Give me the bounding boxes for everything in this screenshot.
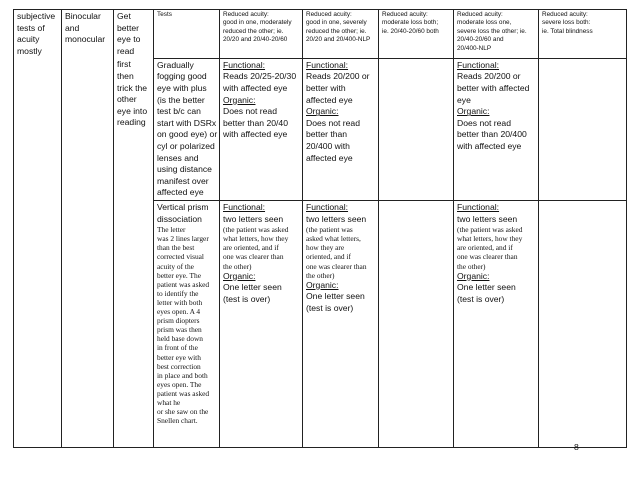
text-line: Reduced acuity: (542, 11, 588, 18)
header-col-d (454, 10, 539, 59)
prism-col-c (379, 201, 454, 448)
functional-label: Functional: (457, 202, 500, 212)
text-line: Binocular (65, 11, 101, 21)
text-line: start with DSRx (157, 117, 217, 128)
fogging-test-cell (154, 58, 220, 200)
document-table (13, 9, 627, 448)
text-line: (the patient was asked (223, 225, 289, 235)
text-line: The letter (157, 225, 186, 235)
text-line: one was clearer than (457, 252, 518, 262)
fogging-col-e (539, 58, 627, 200)
text-line: monocular (65, 34, 106, 45)
text-line: letter with both (157, 297, 203, 307)
text-line: cyl or polarized (157, 141, 215, 152)
text-line: trick the (117, 82, 148, 93)
text-line: reduced the other; ie. (306, 27, 367, 35)
text-line: Reduced acuity: (223, 11, 269, 18)
text-line: asked what letters, (306, 234, 361, 244)
functional-label: Functional: (223, 59, 266, 70)
text-line: Gradually (157, 59, 194, 70)
organic-label: Organic: (306, 106, 339, 117)
strategy-cell-top (114, 10, 154, 59)
prism-col-b (303, 201, 379, 448)
text-line: mostly (17, 45, 42, 56)
text-line: Reads 20/200 or (306, 71, 370, 82)
text-line: fogging good (157, 71, 207, 82)
functional-label: Functional: (223, 202, 266, 212)
text-line: patient was asked (157, 279, 210, 289)
text-line: Snellen chart. (157, 416, 198, 426)
text-line: reading (117, 117, 146, 128)
text-line: eye (457, 94, 471, 105)
text-line: 20/20 and 20/400-NLP (306, 36, 371, 44)
text-line: lenses and (157, 152, 199, 163)
text-line: severe loss both: (542, 19, 591, 27)
text-line: corrected visual (157, 252, 204, 262)
text-line: one was clearer than (306, 261, 367, 271)
text-line: the other) (223, 261, 252, 271)
fogging-col-c (379, 58, 454, 200)
text-line: good in one, moderately (223, 19, 292, 27)
text-line: Get (117, 11, 131, 21)
header-col-e (539, 10, 627, 59)
prism-col-a (220, 201, 303, 448)
header-col-c (379, 10, 454, 59)
organic-label: Organic: (223, 94, 256, 105)
text-line: eye into (117, 105, 148, 116)
text-line: Does not read (306, 117, 360, 128)
functional-label: Functional: (306, 59, 349, 70)
text-line: or she saw on the (157, 407, 209, 417)
text-line: than the best (157, 243, 195, 253)
text-line: better than 20/400 (457, 129, 527, 140)
text-line: what he (157, 397, 181, 407)
text-line: acuity of the (157, 261, 194, 271)
text-line: good in one, severely (306, 19, 367, 27)
text-line: (the patient was (306, 225, 353, 235)
fogging-col-a (220, 58, 303, 200)
text-line: to identify the (157, 288, 199, 298)
prism-col-e (539, 201, 627, 448)
text-line: subjective (17, 11, 56, 21)
text-line: other (117, 94, 137, 105)
text-line: and (65, 22, 80, 33)
text-line: was 2 lines larger (157, 234, 209, 244)
text-line: two letters seen (223, 213, 284, 224)
text-line: in front of the (157, 343, 198, 353)
text-line: Reduced acuity: (306, 11, 352, 18)
text-line: 20/400-NLP (457, 44, 492, 52)
text-line: read (117, 45, 135, 56)
text-line: ie. Total blindness (542, 27, 593, 35)
text-line: patient was asked (157, 388, 210, 398)
text-line: better eye with (157, 352, 201, 362)
text-line: Does not read (457, 117, 511, 128)
text-line: better with affected (457, 83, 530, 94)
text-line: the other) (306, 270, 335, 280)
text-line: better than 20/40 (223, 117, 288, 128)
text-line: what letters, how they (223, 234, 289, 244)
text-line: 20/40-20/60 and (457, 36, 504, 44)
text-line: Does not read (223, 106, 277, 117)
text-line: eye with plus (157, 83, 207, 94)
text-line: One letter seen (223, 282, 282, 293)
text-line: on good eye) or (157, 129, 218, 140)
text-line: better (117, 22, 139, 33)
text-line: severe loss the other; ie. (457, 27, 527, 35)
text-line: tests of (17, 22, 45, 33)
text-line: with affected eye (457, 141, 522, 152)
text-line: Reads 20/200 or (457, 71, 521, 82)
text-line: what letters, how they (457, 234, 523, 244)
header-row (14, 10, 627, 59)
text-line: (test is over) (306, 302, 354, 313)
text-line: then (117, 70, 134, 81)
text-line: affected eye (157, 187, 204, 198)
text-line: 20/20 and 20/40-20/60 (223, 36, 288, 44)
text-line: using distance (157, 164, 212, 175)
functional-label: Functional: (457, 59, 500, 70)
text-line: dissociation (157, 213, 202, 224)
text-line: ie. 20/40-20/60 both (382, 27, 439, 35)
text-line: prism diopters (157, 316, 200, 326)
text-line: better eye. The (157, 270, 201, 280)
text-line: two letters seen (457, 213, 518, 224)
category-cell (14, 10, 62, 448)
text-line: in place and both (157, 370, 208, 380)
text-line: are oriented, and if (457, 243, 513, 253)
text-line: Reduced acuity: (382, 11, 428, 18)
text-line: acuity (17, 34, 40, 45)
text-line: held base down (157, 334, 203, 344)
text-line: with affected eye (223, 83, 288, 94)
organic-label: Organic: (457, 270, 490, 281)
text-line: best correction (157, 361, 201, 371)
text-line: eyes open. A 4 (157, 307, 201, 317)
text-line: moderate loss both; (382, 19, 439, 27)
organic-label: Organic: (223, 270, 256, 281)
header-tests: Tests (154, 10, 220, 59)
text-line: how they are (306, 243, 345, 253)
text-line: Reads 20/25-20/30 (223, 71, 297, 82)
header-col-b (303, 10, 379, 59)
text-line: One letter seen (457, 282, 516, 293)
text-line: (the patient was asked (457, 225, 523, 235)
text-line: one was clearer than (223, 252, 284, 262)
text-line: test b/c can (157, 106, 201, 117)
text-line: oriented, and if (306, 252, 351, 262)
text-line: manifest over (157, 175, 209, 186)
text-line: (test is over) (223, 293, 271, 304)
text-line: affected eye (306, 94, 353, 105)
header-col-a (220, 10, 303, 59)
prism-test-cell (154, 201, 220, 448)
text-line: two letters seen (306, 213, 367, 224)
text-line: moderate loss one, (457, 19, 512, 27)
organic-label: Organic: (306, 279, 339, 290)
text-line: are oriented, and if (223, 243, 279, 253)
text-line: One letter seen (306, 291, 365, 302)
prism-col-d (454, 201, 539, 448)
text-line: eyes open. The (157, 379, 202, 389)
text-line: 20/400 with (306, 141, 350, 152)
organic-label: Organic: (457, 106, 490, 117)
text-line: (is the better (157, 94, 205, 105)
text-line: first (117, 59, 131, 70)
functional-label: Functional: (306, 202, 349, 212)
fogging-col-d (454, 58, 539, 200)
text-line: prism was then (157, 325, 202, 335)
text-line: with affected eye (223, 129, 288, 140)
strategy-cell-bottom (114, 58, 154, 447)
text-line: affected eye (306, 152, 353, 163)
text-line: better with (306, 83, 346, 94)
text-line: (test is over) (457, 293, 505, 304)
fogging-col-b (303, 58, 379, 200)
text-line: eye to (117, 34, 141, 45)
text-line: reduced the other; ie. (223, 27, 284, 35)
text-line: better than (306, 129, 348, 140)
text-line: Reduced acuity: (457, 11, 503, 18)
page-number: 8 (574, 442, 579, 452)
text-line: the other) (457, 261, 486, 271)
vision-mode-cell (62, 10, 114, 448)
text-line: Vertical prism (157, 202, 209, 212)
